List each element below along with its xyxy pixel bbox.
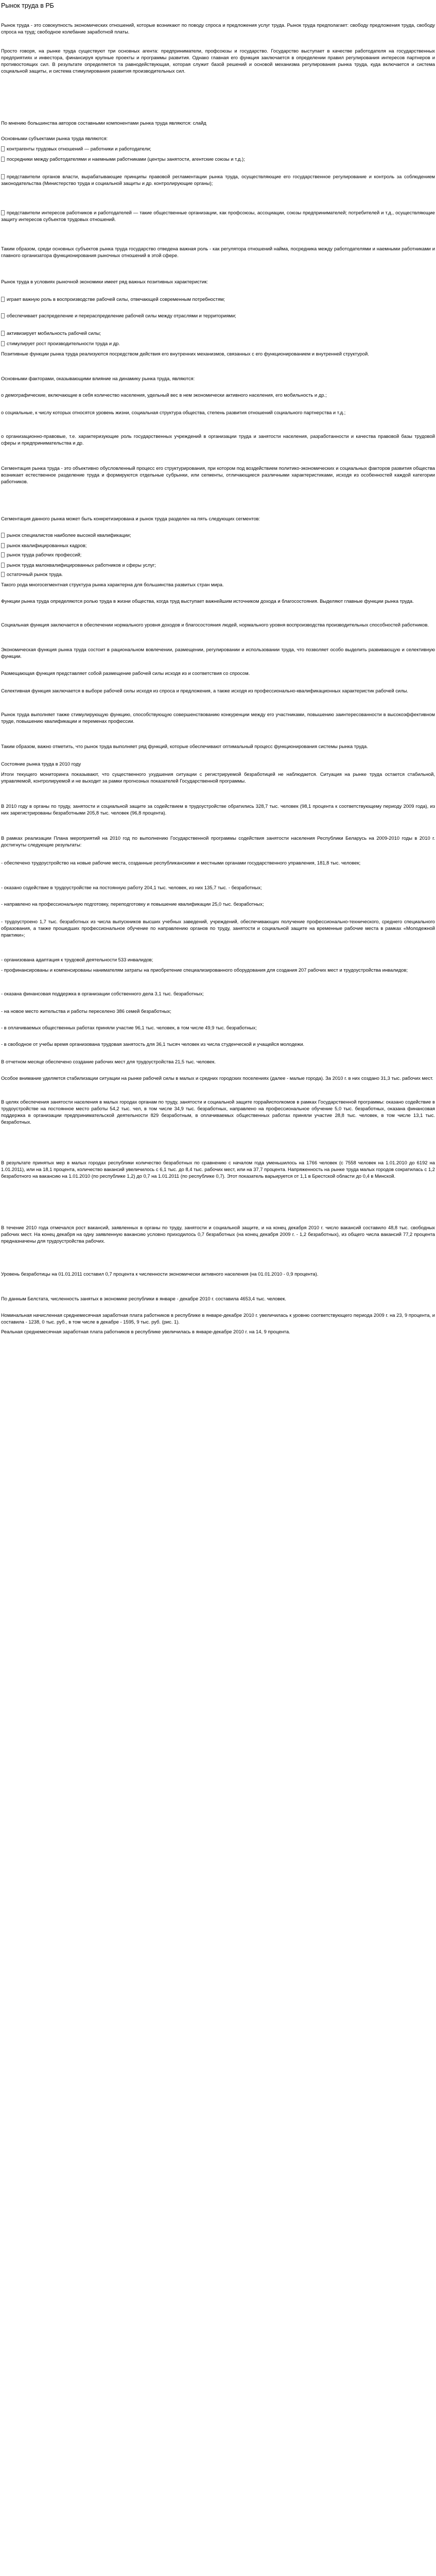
- list-item: представители органов власти, вырабатывающие принципы правовой регламентации рынка труда, осуществляющие его государственное регулирование и контроль за соблюдением законодательства (Министерство труда и социальной защиты и др. контролирующие органы);: [1, 174, 435, 186]
- list-item: активизирует мобильность рабочей силы;: [1, 330, 435, 336]
- paragraph: Таким образом, важно отметить, что рынок труда выполняет ряд функций, которые обеспечивают оптимальный процесс функционирования системы рынка труда.: [1, 743, 368, 749]
- section-heading: Состояние рынка труда в 2010 году: [1, 761, 81, 767]
- list-item: контрагенты трудовых отношений — работники и работодатели;: [1, 145, 435, 152]
- list-item: рынок труда рабочих профессий;: [1, 551, 435, 558]
- list-item: - профинансированы и компенсированы нанимателям затраты на приобретение специализированного оборудования для создания 207 рабочих мест и трудоустройства инвалидов;: [1, 967, 408, 973]
- paragraph: По мнению большинства авторов составными компонентами рынка труда являются: слайд: [1, 120, 206, 126]
- list-item: - трудоустроено 1,7 тыс. безработных из числа выпускников высших учебных заведений, учреждений, обеспечивающих получение профессионально-технического, среднего специального образования, а также прошедших профессиональное обучение по направлению органов по труду, занятости и социальной защите на временные рабочие места в рамках «Молодежной практики»;: [1, 919, 435, 938]
- paragraph: Просто говоря, на рынке труда существуют три основных агента: предприниматели, профсоюзы и государство. Государство выступает в качестве работодателя на государственных предприятиях и инвестора, финансируя крупные проекты и программы развития. Однако главная его функция заключается в определении правил регулирования интересов партнеров и противостоящих сил. В результате определяется та равнодействующая, которая служит базой решений и основой механизма регулирования рынка труда, куда включается и система социальной защиты, и система стимулирования развития производительных сил.: [1, 48, 435, 74]
- list-item: - организована адаптация к трудовой деятельности 533 инвалидов;: [1, 957, 153, 962]
- paragraph: Особое внимание уделяется стабилизации ситуации на рынке рабочей силы в малых и средних городских поселениях (далее - малые города). За 2010 г. в них создано 31,3 тыс. рабочих мест.: [1, 1075, 433, 1081]
- paragraph: Основными факторами, оказывающими влияние на динамику рынка труда, являются:: [1, 376, 195, 381]
- bullet-icon: [1, 341, 6, 346]
- bullet-icon: [1, 330, 6, 335]
- list-item: - оказано содействие в трудоустройстве на постоянную работу 204,1 тыс. человек, из них 135,7 тыс. - безработных;: [1, 885, 262, 890]
- paragraph: В целях обеспечения занятости населения в малых городах органам по труду, занятости и социальной защите горрайисполкомов в рамках Государственной программы: оказано содействие в трудоустройстве на постоянное место работы 54,2 тыс. чел, в том числе 34,9 тыс. безработных, направлено на профессиональное обучение 5,0 тыс. безработных, оказана финансовая поддержка в организации предпринимательской деятельности 829 безработным, в оплачиваемых общественных работах приняли участие 28,8 тыс. человек, в том числе 13,1 тыс. безработных.: [1, 1099, 435, 1125]
- bullet-icon: [1, 156, 6, 161]
- paragraph: Номинальная начисленная среднемесячная заработная плата работников в республике в январе-декабре 2010 г. увеличилась к уровню соответствующего периода 2009 г. на 23, 9 процента, и составила - 1238, 0 тыс. руб., в том числе в декабре - 1595, 9 тыс. руб. (рис. 1).: [1, 1312, 435, 1325]
- list-item: остаточный рынок труда.: [1, 571, 435, 578]
- bullet-icon: [1, 146, 6, 151]
- list-item: - на новое место жительства и работы переселено 386 семей безработных;: [1, 1008, 171, 1014]
- paragraph: Селективная функция заключается в выборе рабочей силы исходя из спроса и предложения, а также исходя из профессионально-квалификационных характеристик рабочей силы.: [1, 688, 408, 693]
- list-item: - в оплачиваемых общественных работах приняли участие 96,1 тыс. человек, в том числе 49,9 тыс. безработных;: [1, 1025, 257, 1030]
- list-item: о демографические, включающие в себя количество населения, удельный вес в нем экономически активного населения, его мобильность и др.;: [1, 392, 327, 398]
- paragraph: Сегментация рынка труда - это объективно обусловленный процесс его структурирования, при котором под воздействием политико-экономических и социальных факторов развития общества возникает естественное разделение труда и формируются отдельные субрынки, или сегменты, отличающиеся различными характеристиками, исходя из особенностей каждой категории работников.: [1, 465, 435, 484]
- bullet-icon: [1, 210, 6, 215]
- bullet-icon: [1, 532, 6, 537]
- list-item: стимулирует рост производительности труда и др.: [1, 340, 435, 347]
- paragraph: Рынок труда - это совокупность экономических отношений, которые возникают по поводу спроса и предложения услуг труда. Рынок труда предполагает: свободу предложения труда, свободу спроса на труд; свободное колебание заработной платы.: [1, 22, 435, 35]
- paragraph: Сегментация данного рынка может быть конкретизирована и рынок труда разделен на пять следующих сегментов:: [1, 516, 260, 521]
- paragraph: Функции рынка труда определяются ролью труда в жизни общества, когда труд выступает важнейшим источником дохода и благосостояния. Выделяют главные функции рынка труда.: [1, 598, 414, 604]
- list-item: рынок труда малоквалифицированных работников и сферы услуг;: [1, 562, 435, 568]
- list-item: обеспечивает распределение и перераспределение рабочей силы между отраслями и территориями;: [1, 312, 435, 319]
- list-item: играет важную роль в воспроизводстве рабочей силы, отвечающей современным потребностям;: [1, 296, 435, 302]
- list-item: представители интересов работников и работодателей — такие общественные организации, как профсоюзы, ассоциации, союзы предпринимателей; потребителей и т.д., осуществляющие защиту интересов субъектов трудовых отношений.: [1, 210, 435, 222]
- paragraph: Позитивные функции рынка труда реализуются посредством действия его внутренних механизмов, связанных с его функционированием и внутренней структурой.: [1, 351, 369, 357]
- paragraph: Таким образом, среди основных субъектов рынка труда государство отведена важная роль - как регулятора отношений найма, посредника между работодателями и наемными работниками и главного организатора функционирования рыночных отношений в этой сфере.: [1, 246, 435, 258]
- paragraph: Социальная функция заключается в обеспечении нормального уровня доходов и благосостояния людей, нормального уровня воспроизводства производительных способностей работников.: [1, 622, 429, 628]
- paragraph: В результате принятых мер в малых городах республики количество безработных по сравнению с началом года уменьшилось на 1766 человек (с 7558 человек на 1.01.2010 до 6192 на 1.01.2011), или на 18,1 процента, количество вакансий увеличилось с 6,1 тыс. до 8,4 тыс. рабочих мест, или на 37,7 процента. Напряженность на рынке труда малых городов сократилась с 1,2 безработного на вакансию на 1.01.2010 (по республике 1,2) до 0,7 на 1.01.2011 (по республике 0,7). Этот показатель варьируется от 1,1 в Брестской области до 0,4 в Минской.: [1, 1160, 435, 1179]
- paragraph: В рамках реализации Плана мероприятий на 2010 год по выполнению Государственной программы содействия занятости населения Республики Беларусь на 2009-2010 годы в 2010 г. достигнуты следующие результаты:: [1, 835, 435, 848]
- list-item: - обеспечено трудоустройство на новые рабочие места, созданные республиканскими и местными органами государственного управления, 181,8 тыс. человек;: [1, 860, 361, 866]
- list-item: - направлено на профессиональную подготовку, переподготовку и повышение квалификации 25,0 тыс. безработных;: [1, 901, 264, 907]
- list-item: о организационно-правовые, т.е. характеризующие роль государственных учреждений в организации труда и занятости населения, разработанности и качества правовой базы трудовой сферы и предпринимательства и др.: [1, 433, 435, 446]
- paragraph: Размещающая функция представляет собой размещение рабочей силы исходя из и соответствия со спросом.: [1, 670, 250, 676]
- paragraph: В отчетном месяце обеспечено создание рабочих мест для трудоустройства 21,5 тыс. человек.: [1, 1059, 216, 1064]
- paragraph: По данным Белстата, численность занятых в экономике республики в январе - декабре 2010 г. составила 4653,4 тыс. человек.: [1, 1296, 286, 1301]
- paragraph: Уровень безработицы на 01.01.2011 составил 0,7 процента к численности экономически активного населения (на 01.01.2010 - 0,9 процента).: [1, 1271, 319, 1277]
- list-item: рынок специалистов наиболее высокой квалификации;: [1, 532, 435, 538]
- paragraph: Итоги текущего мониторинга показывают, что существенного ухудшения ситуации с регистрируемой безработицей не наблюдается. Ситуация на рынке труда остается стабильной, управляемой, контролируемой и не выходит за рамки прогнозных показателей Государственной программы.: [1, 771, 435, 784]
- list-item: посредники между работодателями и наемными работниками (центры занятости, агентские союзы и т.д.);: [1, 156, 435, 162]
- page-title: Рынок труда в РБ: [1, 2, 54, 9]
- paragraph: Рынок труда в условиях рыночной экономики имеет ряд важных позитивных характеристик:: [1, 279, 208, 284]
- list-item: - оказана финансовая поддержка в организации собственного дела 3,1 тыс. безработных;: [1, 991, 204, 996]
- bullet-icon: [1, 174, 6, 179]
- bullet-icon: [1, 562, 6, 567]
- bullet-icon: [1, 543, 6, 548]
- bullet-icon: [1, 552, 6, 557]
- bullet-icon: [1, 296, 6, 301]
- bullet-icon: [1, 571, 6, 577]
- paragraph: Реальная среднемесячная заработная плата работников в республике увеличилась в январе-декабре 2010 г. на 14, 9 процента.: [1, 1329, 290, 1334]
- paragraph: В 2010 году в органы по труду, занятости и социальной защите за содействием в трудоустройстве обратились 328,7 тыс. человек (98,1 процента к соответствующему периоду 2009 года), из них зарегистрированы безработными 205,8 тыс. человек (96,8 процента).: [1, 803, 435, 816]
- list-item: о социальные, к числу которых относятся уровень жизни, социальная структура общества, степень развития отношений социального партнерства и т.д.;: [1, 410, 346, 415]
- paragraph: Рынок труда выполняет также стимулирующую функцию, способствующую совершенствованию конкуренции между его участниками, повышению заинтересованности в высокоэффективном труде, повышению квалификации и переменах профессии.: [1, 711, 435, 724]
- list-item: рынок квалифицированных кадров;: [1, 542, 435, 549]
- paragraph: Экономическая функция рынка труда состоит в рациональном вовлечении, размещении, регулировании и использовании труда, что позволяет особо выделить развивающую и селективную функции.: [1, 647, 435, 659]
- paragraph: В течение 2010 года отмечался рост вакансий, заявленных в органы по труду, занятости и социальной защите, и на конец декабря 2010 г. число вакансий составило 48,8 тыс. свободных рабочих мест. На конец декабря на одну заявленную вакансию условно приходилось 0,7 безработных (на конец декабря 2009 г. - 1,2 безработных), из общего числа вакансий 77,2 процента предназначены для трудоустройства рабочих.: [1, 1225, 435, 1244]
- list-item: - в свободное от учебы время организована трудовая занятость для 36,1 тысяч человек из числа студенческой и учащейся молодежи.: [1, 1041, 305, 1047]
- bullet-icon: [1, 313, 6, 318]
- paragraph: Такого рода многосегментная структура рынка характерна для большинства развитых стран мира.: [1, 582, 224, 587]
- paragraph: Основными субъектами рынка труда являются:: [1, 135, 108, 141]
